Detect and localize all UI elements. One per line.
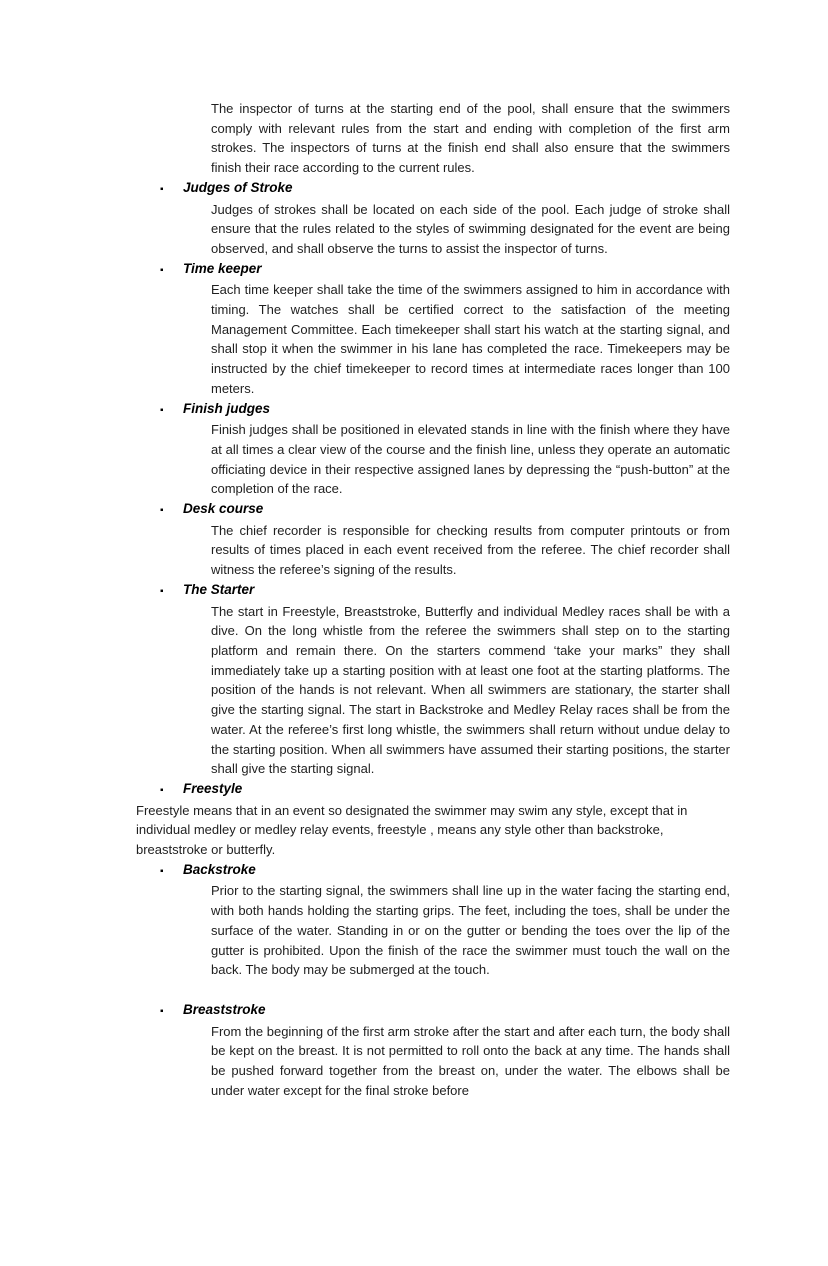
- section-body: Finish judges shall be positioned in elevated stands in line with the finish where they have at all times a clear view of the course and the finish line, unless they operate an automatic officiating device in their respective assigned lanes by depressing the “push-button” at the completion of the race.: [211, 422, 730, 497]
- section-body: The chief recorder is responsible for checking results from computer printouts or from results of times placed in each event received from the referee. The chief recorder shall witness the referee’s signing of the results.: [211, 522, 730, 578]
- square-bullet-icon: ▪: [160, 865, 164, 877]
- bullet-heading-row: [136, 259, 731, 281]
- square-bullet-icon: ▪: [160, 404, 164, 416]
- square-bullet-icon: ▪: [160, 784, 164, 796]
- section-finish-judges: [136, 399, 731, 500]
- section-breaststroke: [136, 1000, 731, 1101]
- bullet-heading-row: [136, 1000, 731, 1022]
- section-body: Freestyle means that in an event so designated the swimmer may swim any style, except that in individual medley or medley relay events, freestyle , means any style other than backstroke, breaststroke or butterfly.: [136, 802, 688, 858]
- section-backstroke: [136, 860, 731, 980]
- bullet-heading-row: [136, 860, 731, 882]
- section-heading: Finish judges: [183, 400, 271, 416]
- bullet-heading-row: [136, 399, 731, 421]
- square-bullet-icon: ▪: [160, 585, 164, 597]
- section-body: Judges of strokes shall be located on each side of the pool. Each judge of stroke shall ensure that the rules related to the styles of swimming designated for the event are being observed, and shall observe the turns to assist the inspector of turns.: [211, 201, 730, 256]
- section-heading: Desk course: [183, 501, 264, 517]
- section-the-starter: [136, 580, 731, 779]
- section-body: The start in Freestyle, Breaststroke, Butterfly and individual Medley races shall be with a dive. On the long whistle from the referee the swimmers shall step on to the starting platform and remain there. On the starters commend ‘take your marks” they shall immediately take up a starting position with at least one foot at the starting platforms. The position of the hands is not relevant. When all swimmers are stationary, the starter shall give the starting signal. The start in Backstroke and Medley Relay races shall be from the water. At the referee’s first long whistle, the swimmers shall return without undue delay to the starting position. When all swimmers have assumed their starting positions, the starter shall give the starting signal.: [211, 603, 730, 777]
- section-heading: Breaststroke: [183, 1001, 266, 1017]
- square-bullet-icon: ▪: [160, 1005, 164, 1017]
- intro-paragraph: The inspector of turns at the starting end of the pool, shall ensure that the swimmers comply with relevant rules from the start and ending with completion of the first arm strokes. The inspectors of turns at the finish end shall also ensure that the swimmers finish their race according to the current rules.: [211, 101, 730, 176]
- section-heading: Judges of Stroke: [183, 179, 293, 195]
- document-body: [136, 99, 731, 1100]
- square-bullet-icon: ▪: [160, 505, 164, 517]
- section-heading: Freestyle: [183, 780, 243, 796]
- bullet-heading-row: [136, 178, 731, 200]
- section-body: Each time keeper shall take the time of the swimmers assigned to him in accordance with timing. The watches shall be certified correct to the satisfaction of the meeting Management Committee. Each timekeeper shall start his watch at the starting signal, and shall stop it when the swimmer in his lane has completed the race. Timekeepers may be instructed by the chief timekeeper to record times at intermediate races longer than 100 meters.: [211, 282, 730, 396]
- section-judges-of-stroke: [136, 178, 731, 259]
- bullet-heading-row: [136, 779, 731, 801]
- section-freestyle: [136, 779, 731, 860]
- section-body: Prior to the starting signal, the swimmers shall line up in the water facing the starting end, with both hands holding the starting grips. The feet, including the toes, shall be under the surface of the water. Standing in or on the gutter or bending the toes over the lip of the gutter is prohibited. Upon the finish of the race the swimmer must touch the wall on the back. The body may be submerged at the touch.: [211, 883, 730, 978]
- square-bullet-icon: ▪: [160, 264, 164, 276]
- section-desk-course: [136, 499, 731, 580]
- section-heading: Time keeper: [183, 260, 262, 276]
- section-heading: The Starter: [183, 581, 255, 597]
- section-heading: Backstroke: [183, 861, 256, 877]
- section-time-keeper: [136, 259, 731, 399]
- bullet-heading-row: [136, 499, 731, 521]
- bullet-heading-row: [136, 580, 731, 602]
- square-bullet-icon: ▪: [160, 183, 164, 195]
- section-body: From the beginning of the first arm stroke after the start and after each turn, the body shall be kept on the breast. It is not permitted to roll onto the back at any time. The hands shall be pushed forward together from the breast on, under the water. The elbows shall be under water except for the final stroke before: [211, 1023, 730, 1098]
